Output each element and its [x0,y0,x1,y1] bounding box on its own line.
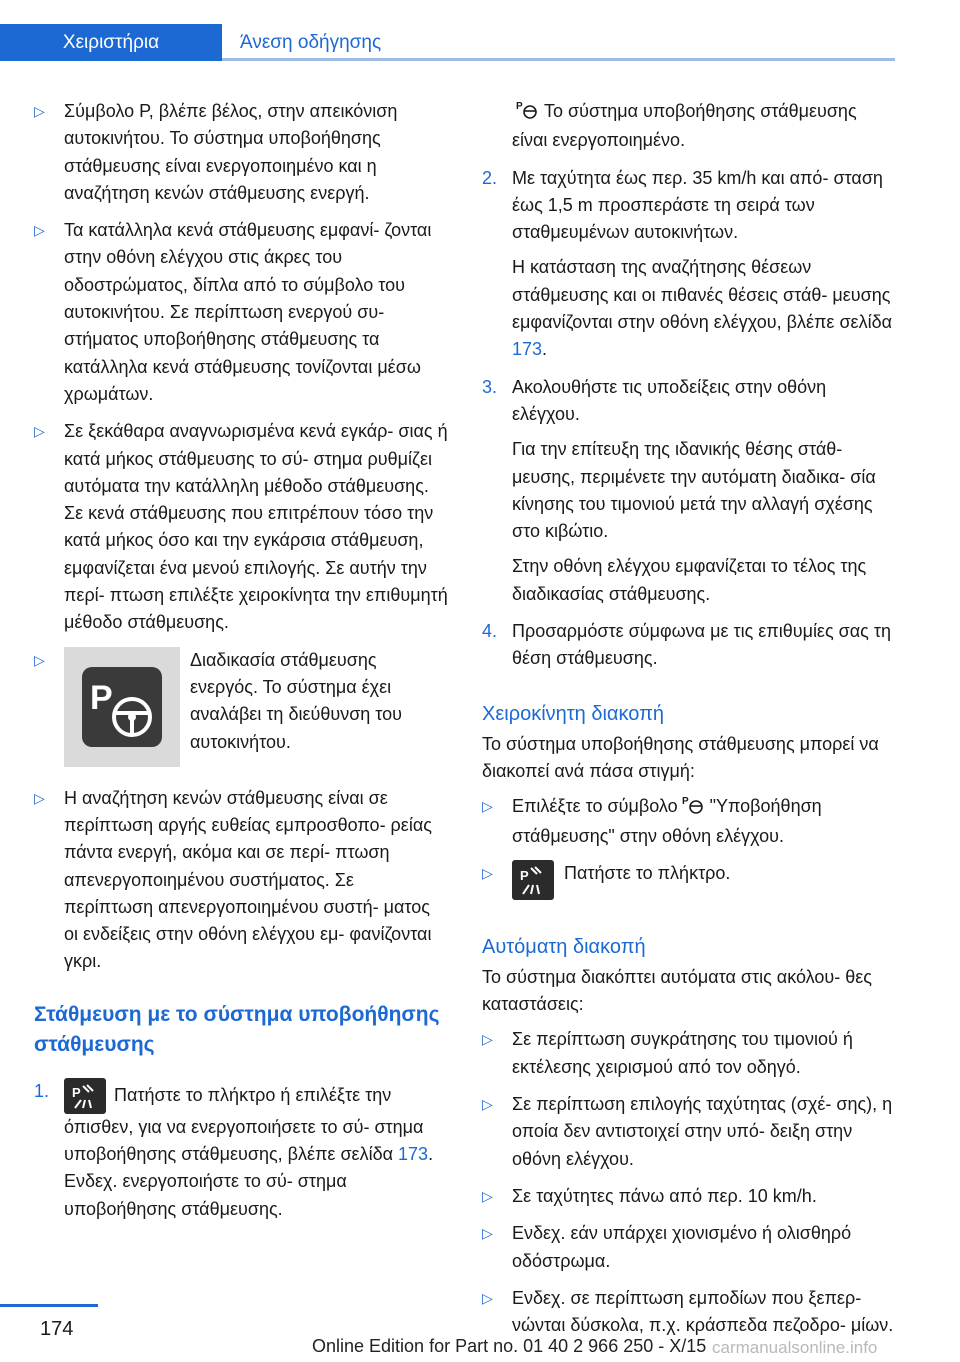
bullet-triangle-icon: ▷ [34,103,45,119]
bullet-text: Σύμβολο P, βλέπε βέλος, στην απεικόνιση αυτοκινήτου. Το σύστημα υποβοήθησης στάθμευσης είναι ενεργοποιημένο και η αναζήτηση κενών στάθμευσης ενεργή. [64,101,398,203]
header-divider [222,58,895,61]
step-text: Με ταχύτητα έως περ. 35 km/h και από‐ σταση έως 1,5 m προσπεράστε τη σειρά των σταθμευμένων αυτοκινήτων. [512,167,883,243]
page-number: 174 [40,1318,74,1340]
step-item [482,165,894,374]
list-item [34,98,448,217]
step-text: Το σύστημα υποβοήθησης στάθμευσης είναι ενεργοποιημένο. [512,101,857,151]
page-link[interactable]: 173 [512,339,543,360]
svg-text:P: P [72,1084,81,1100]
bullet-text: Σε περίπτωση συγκράτησης του τιμονιού ή εκτέλεσης χειρισμού από τον οδηγό. [512,1029,853,1077]
tab-driving-comfort[interactable]: Άνεση οδήγησης [240,31,382,53]
list-item [34,217,448,418]
step-item [482,618,894,683]
bullet-text: Σε περίπτωση επιλογής ταχύτητας (σχέ‐ σης), η οποία δεν αντιστοιχεί στην υπό‐ δειξη στην οθόνη ελέγχου. [512,1094,893,1169]
svg-text:P: P [516,101,523,112]
svg-text:P: P [681,796,689,808]
section-heading: Στάθμευση με το σύστημα υποβοήθησης στάθμευσης [34,1002,440,1056]
bullet-triangle-icon: ▷ [34,789,45,806]
watermark: carmanualsonline.info [712,1338,878,1357]
bullet-text: Τα κατάλληλα κενά στάθμευσης εμφανί‐ ζονται στην οθόνη ελέγχου στις άκρες του οδοστρώματος, δίπλα από το σύμβολο του αυτοκινήτου. Σε περίπτωση ενεργού συ‐ στήματος υποβοήθησης στάθμευσης τα κατάλληλα κενά στάθμευσης τονίζονται μέσω χρωμάτων. [64,220,432,404]
step-text: Ακολουθήστε τις υποδείξεις στην οθόνη ελέγχου. [512,376,827,424]
paragraph: Το σύστημα διακόπτει αυτόματα στις ακόλου‐ θες καταστάσεις: [482,966,872,1015]
page-link[interactable]: 173 [398,1144,429,1165]
step-text: . Ενδεχ. ενεργοποιήστε το σύ‐ στημα υποβοήθησης στάθμευσης. [64,1144,434,1219]
bullet-text: Διαδικασία στάθμευσης ενεργός. Το σύστημα έχει αναλάβει τη διεύθυνση του αυτοκινήτου. [190,649,403,752]
step-number: 1. [34,1080,50,1101]
edition-note: Online Edition for Part no. 01 40 2 966 250 - X/15 [312,1336,707,1356]
bullet-text: Η αναζήτηση κενών στάθμευσης είναι σε περίπτωση αργής ευθείας εμπροσθοπο‐ ρείας πάντα ενεργή, ακόμα και σε περί‐ πτωση απενεργοποιημένου συστήματος. Σε περίπτωση απενεργοποιημένου συστή‐ ματος οι ενδείξεις στην οθόνη ελέγχου εμ‐ φανίζονται γκρι. [64,787,432,972]
bullet-triangle-icon: ▷ [482,864,493,881]
bullet-triangle-icon: ▷ [34,222,45,239]
step-text: Προσαρμόστε σύμφωνα με τις επιθυμίες σας τη θέση στάθμευσης. [512,621,891,669]
park-assist-symbol-icon [516,99,538,127]
step-text: Πατήστε το πλήκτρο ή επιλέξτε την όπισθεν, για να ενεργοποιήσετε το σύ‐ στημα υποβοήθησης στάθμευσης, βλέπε σελίδα [64,1084,424,1165]
svg-text:P: P [90,678,113,717]
page-header [0,0,895,61]
paragraph: Το σύστημα υποβοήθησης στάθμευσης μπορεί να διακοπεί ανά πάσα στιγμή: [482,733,879,781]
bullet-text: Ενδεχ. εάν υπάρχει χιονισμένο ή ολισθηρό οδόστρωμα. [512,1223,852,1271]
list-item [482,1026,894,1091]
list-item [482,860,894,916]
park-assist-symbol-icon [682,794,704,822]
step-subtext: Η κατάσταση της αναζήτησης θέσεων στάθμευσης και οι πιθανές θέσεις στάθ‐ μευσης εμφανίζονται στην οθόνη ελέγχου, βλέπε σελίδα 173. [512,257,893,360]
step-number: 4. [482,621,498,642]
svg-text:P: P [520,867,529,883]
bullet-triangle-icon: ▷ [34,651,45,668]
step-number: 3. [482,376,498,397]
bullet-text: Σε ξεκάθαρα αναγνωρισμένα κενά εγκάρ‐ σιας ή κατά μήκος στάθμευσης το σύ‐ στημα ρυθμίζει αυτόματα την κατάλληλη μέθοδο στάθμευσης. Σε κενά στάθμευσης που επιτρέπουν τόσο την κατά μήκος όσο και την εγκάρσια στάθμευση, εμφανίζεται ένα μενού επιλογής. Σε αυτήν την περί‐ πτωση επιλέξτε χειροκίνητα την επιθυμητή μέθοδο στάθμευσης. [64,421,448,633]
step-subtext: Στην οθόνη ελέγχου εμφανίζεται το τέλος της διαδικασίας στάθμευσης. [512,556,867,604]
footer-divider [0,1304,98,1307]
park-assist-button-icon [64,1078,106,1114]
section-heading: Αυτόματη διακοπή [482,935,646,958]
step-item [482,374,894,618]
right-column [482,98,894,1349]
bullet-triangle-icon: ▷ [482,1031,493,1048]
tab-controls[interactable]: Χειριστήρια [0,24,222,61]
bullet-text: Πατήστε το πλήκτρο. [564,862,731,883]
step-number: 2. [482,167,498,188]
list-item [34,785,448,986]
list-item [34,647,448,785]
list-item [482,1183,894,1220]
section-heading: Χειροκίνητη διακοπή [482,702,665,725]
list-item [482,1220,894,1285]
left-column [34,98,448,1233]
bullet-triangle-icon: ▷ [482,1225,493,1242]
list-item [34,418,448,646]
list-item [482,1091,894,1183]
park-assist-button-icon [512,860,554,900]
bullet-text: Ενδεχ. σε περίπτωση εμποδίων που ξεπερ‐ νώνται δύσκολα, π.χ. κράσπεδα πεζοδρο‐ μίων. [512,1287,894,1336]
bullet-triangle-icon: ▷ [482,1096,493,1113]
step-item [34,1078,448,1233]
bullet-text: Σε ταχύτητες πάνω από περ. 10 km/h. [512,1185,817,1206]
park-steering-icon [64,647,180,767]
bullet-triangle-icon: ▷ [482,1289,493,1306]
bullet-triangle-icon: ▷ [482,1187,493,1204]
bullet-triangle-icon: ▷ [482,798,493,815]
list-item: ▷ Επιλέξτε το σύμβολο P "Υποβοήθηση στάθμευσης" στην οθόνη ελέγχου. [482,793,894,860]
step-continuation [482,98,894,165]
bullet-triangle-icon: ▷ [34,423,45,440]
step-subtext: Για την επίτευξη της ιδανικής θέσης στάθ‐ μευσης, περιμένετε την αυτόματη διαδικα‐ σία κίνησης του τιμονιού μετά την αλλαγή σχέσης στο κιβώτιο. [512,439,876,542]
